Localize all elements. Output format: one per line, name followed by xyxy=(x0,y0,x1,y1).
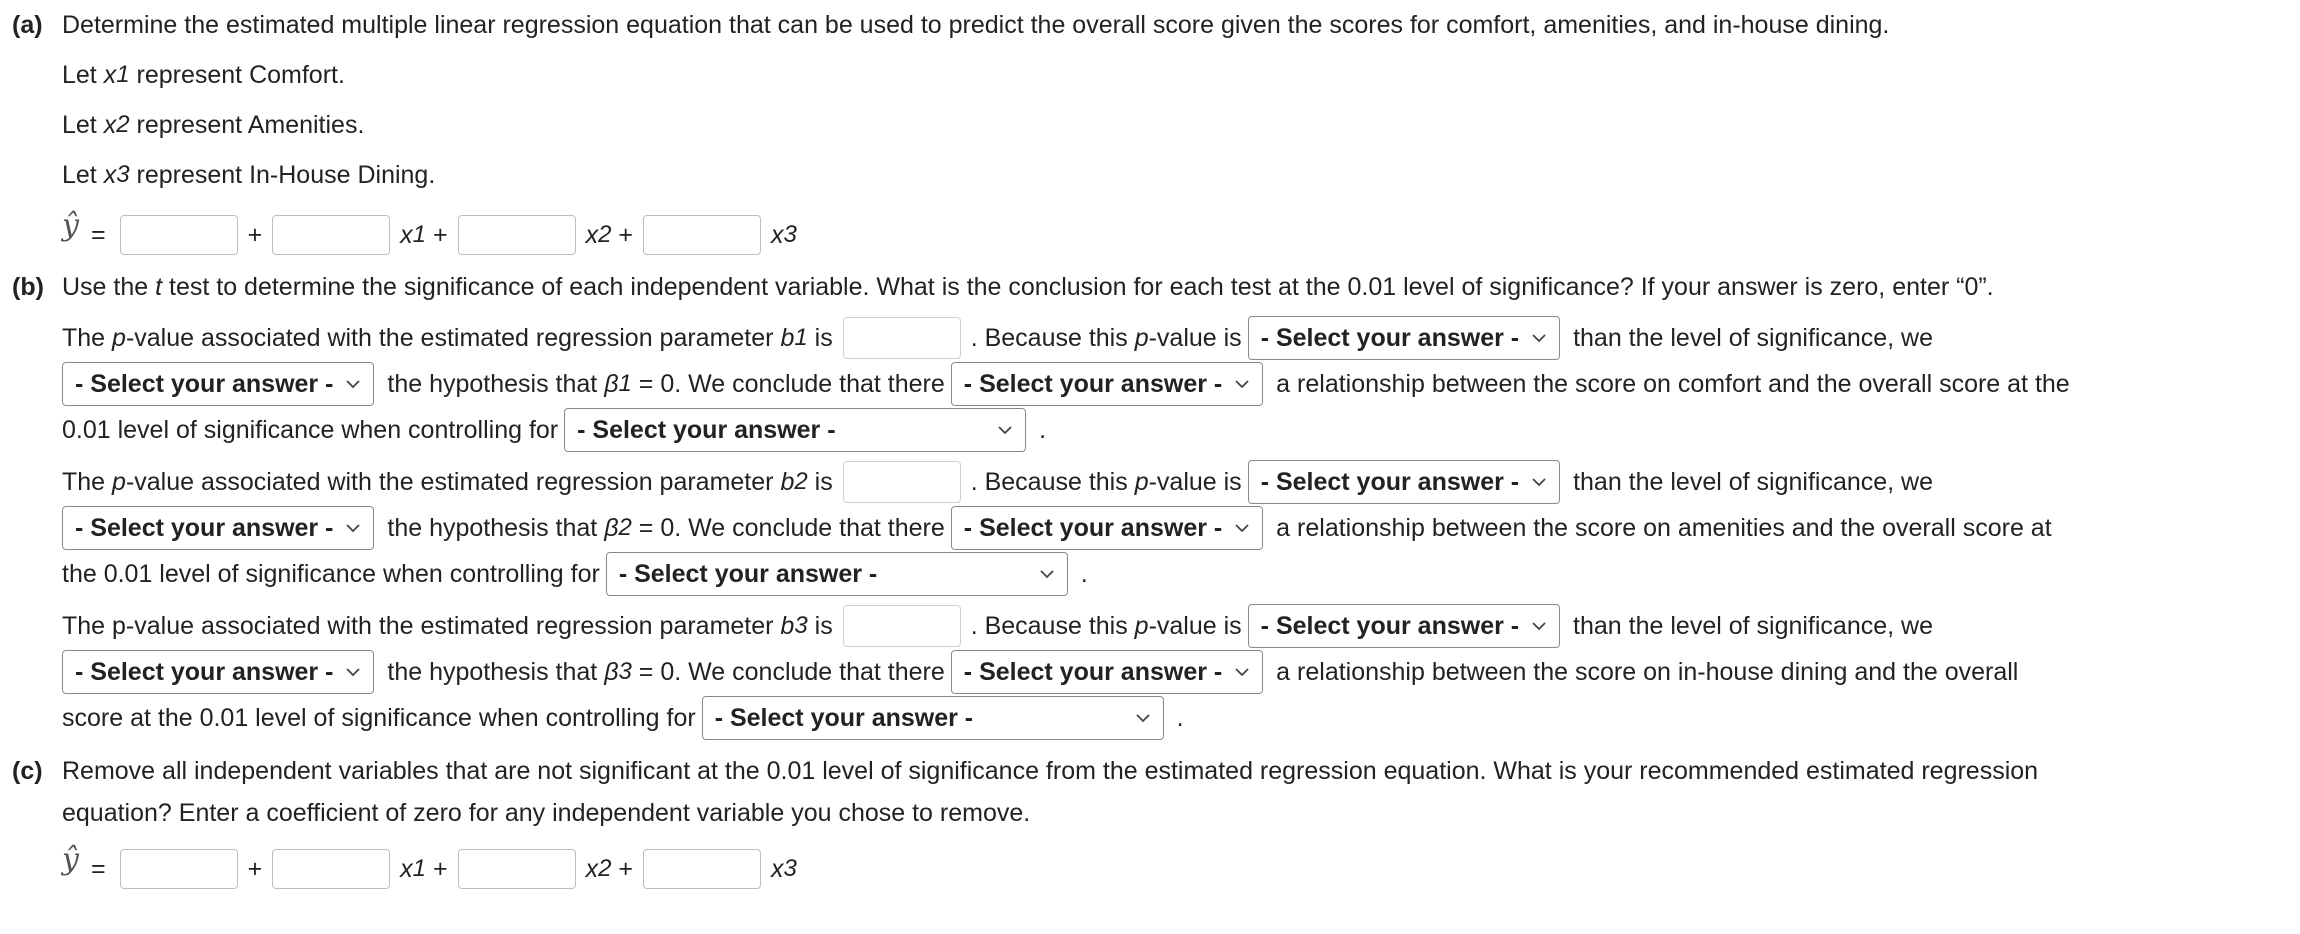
x2-var: x xyxy=(585,854,599,883)
b2-is: is xyxy=(807,467,833,496)
equals-sign: = xyxy=(90,854,106,883)
let-x3-line xyxy=(62,152,435,198)
b3-line-1 xyxy=(62,603,1933,649)
b2-beta-sub: 2 xyxy=(618,514,632,541)
chevron-down-icon xyxy=(1232,518,1252,538)
c-b3-input[interactable] xyxy=(643,849,761,889)
b2-beta: β xyxy=(604,513,619,542)
b3-b-var: b xyxy=(780,611,795,640)
select-label: - Select your answer - xyxy=(1260,467,1520,496)
chevron-down-icon xyxy=(343,662,363,682)
select-label: - Select your answer - xyxy=(75,657,334,686)
chevron-down-icon xyxy=(1529,472,1549,492)
b2-line-1 xyxy=(62,459,1933,505)
chevron-down-icon xyxy=(1232,662,1252,682)
b1-line3: 0.01 level of significance when controlling for xyxy=(62,415,559,444)
part-a-label: (a) xyxy=(12,10,43,39)
x1-var: x xyxy=(400,854,413,883)
part-a-question: Determine the estimated multiple linear regression equation that can be used to predict the overall score given the scores for comfort, amenities, and in-house dining. xyxy=(62,10,1890,39)
chevron-down-icon xyxy=(1232,374,1252,394)
b2-line-3 xyxy=(62,551,1088,597)
b2-line3: the 0.01 level of significance when controlling for xyxy=(62,559,600,588)
plus-sign: + xyxy=(611,854,633,883)
chevron-down-icon xyxy=(343,374,363,394)
b3-because-post: -value is xyxy=(1148,611,1242,640)
equals-sign: = xyxy=(90,220,106,249)
chevron-down-icon xyxy=(1529,328,1549,348)
select-label: - Select your answer - xyxy=(577,415,836,444)
x3-sub: 3 xyxy=(783,221,797,248)
plus-sign: + xyxy=(426,220,448,249)
part-a-equation xyxy=(62,207,797,258)
b3-controlling-select[interactable] xyxy=(702,696,1164,740)
b1-because-post: -value is xyxy=(1148,323,1242,352)
b3-than: than the level of significance, we xyxy=(1566,611,1933,640)
let-x2-desc: represent Amenities. xyxy=(129,110,365,139)
part-c-equation xyxy=(62,841,797,892)
part-b-question-post: test to determine the significance of each independent variable. What is the conclusion for each test at the 0.01 level of significance? If your answer is zero, enter “0”. xyxy=(162,272,1994,301)
plus-sign: + xyxy=(247,854,263,883)
let-x1-desc: represent Comfort. xyxy=(129,60,345,89)
b2-because-post: -value is xyxy=(1148,467,1242,496)
b3-pvalue-input[interactable] xyxy=(843,605,961,647)
select-label: - Select your answer - xyxy=(75,513,334,542)
b2-because: . Because this xyxy=(970,467,1135,496)
b1-comparison-select[interactable] xyxy=(1248,316,1560,360)
b3-beta-sub: 3 xyxy=(618,658,632,685)
b3-text: The p-value associated with the estimated regression parameter xyxy=(62,611,781,640)
b1-than: than the level of significance, we xyxy=(1566,323,1934,352)
b1-text-mid: -value associated with the estimated regression parameter xyxy=(125,323,781,352)
b3-line-3 xyxy=(62,695,1184,741)
b1-pvalue-input[interactable] xyxy=(843,317,961,359)
b1-line-1 xyxy=(62,315,1933,361)
c-intercept-input[interactable] xyxy=(120,849,238,889)
b3-line3: score at the 0.01 level of significance when controlling for xyxy=(62,703,696,732)
b2-than: than the level of significance, we xyxy=(1566,467,1934,496)
b2-hypothesis-select[interactable] xyxy=(62,506,374,550)
b3-hyp-post: = 0. We conclude that there xyxy=(631,657,945,686)
b2-end: . xyxy=(1073,559,1088,588)
x1-sub: 1 xyxy=(412,221,427,248)
select-label: - Select your answer - xyxy=(75,369,334,398)
select-label: - Select your answer - xyxy=(963,657,1223,686)
b1-because: . Because this xyxy=(970,323,1135,352)
b2-text-mid: -value associated with the estimated regression parameter xyxy=(125,467,781,496)
b1-because-p: p xyxy=(1134,323,1149,352)
b1-hyp-post: = 0. We conclude that there xyxy=(631,369,945,398)
let-x1-var: x xyxy=(103,60,117,89)
a-intercept-input[interactable] xyxy=(120,215,238,255)
select-label: - Select your answer - xyxy=(618,559,878,588)
c-b1-input[interactable] xyxy=(272,849,390,889)
b1-beta-sub: 1 xyxy=(618,370,632,397)
b1-is: is xyxy=(807,323,833,352)
b3-b-sub: 3 xyxy=(794,612,808,639)
b2-hyp-post: = 0. We conclude that there xyxy=(631,513,945,542)
x3-sub: 3 xyxy=(783,855,797,882)
chevron-down-icon xyxy=(343,518,363,538)
select-label: - Select your answer - xyxy=(1260,611,1520,640)
part-b-question-pre: Use the xyxy=(62,272,156,301)
b2-because-p: p xyxy=(1134,467,1149,496)
b1-hypothesis-select[interactable] xyxy=(62,362,374,406)
part-c-label: (c) xyxy=(12,756,43,785)
x3-var: x xyxy=(770,854,784,883)
a-b2-input[interactable] xyxy=(458,215,576,255)
b3-hyp-pre: the hypothesis that xyxy=(380,657,605,686)
select-label: - Select your answer - xyxy=(963,369,1223,398)
a-b1-input[interactable] xyxy=(272,215,390,255)
part-a-question-line xyxy=(0,2,1889,48)
chevron-down-icon xyxy=(1529,616,1549,636)
x1-sub: 1 xyxy=(412,855,427,882)
select-label: - Select your answer - xyxy=(1260,323,1520,352)
b3-hypothesis-select[interactable] xyxy=(62,650,374,694)
chevron-down-icon xyxy=(1133,708,1153,728)
let-x2-var: x xyxy=(103,110,117,139)
part-c-question-1: Remove all independent variables that are not significant at the 0.01 level of significance from the estimated regression equation. What is your recommended estimated regression xyxy=(62,756,2039,785)
let-x1-line xyxy=(62,52,345,98)
b3-is: is xyxy=(807,611,833,640)
y-hat-symbol: ŷ xyxy=(62,841,79,877)
x2-sub: 2 xyxy=(598,221,612,248)
let-x3-var: x xyxy=(103,160,117,189)
b1-end: . xyxy=(1032,415,1047,444)
b3-comparison-select[interactable] xyxy=(1248,604,1560,648)
b2-relationship-select[interactable] xyxy=(951,506,1263,550)
b3-end: . xyxy=(1169,703,1184,732)
plus-sign: + xyxy=(247,220,263,249)
b1-line-2 xyxy=(62,361,2070,407)
b1-text: The xyxy=(62,323,113,352)
b2-b-var: b xyxy=(780,467,795,496)
b1-beta: β xyxy=(604,369,619,398)
b2-pvalue-input[interactable] xyxy=(843,461,961,503)
b1-hyp-pre: the hypothesis that xyxy=(380,369,605,398)
b3-because: . Because this xyxy=(970,611,1135,640)
b3-beta: β xyxy=(604,657,619,686)
b2-b-sub: 2 xyxy=(794,468,808,495)
b3-relationship-select[interactable] xyxy=(951,650,1263,694)
part-b-question-line xyxy=(0,264,1994,310)
let-text: Let xyxy=(62,160,104,189)
b2-controlling-select[interactable] xyxy=(606,552,1068,596)
b1-b-var: b xyxy=(780,323,795,352)
b1-p: p xyxy=(112,323,126,352)
let-x3-desc: represent In-House Dining. xyxy=(129,160,436,189)
c-b2-input[interactable] xyxy=(458,849,576,889)
let-text: Let xyxy=(62,110,104,139)
let-x2-line xyxy=(62,102,364,148)
chevron-down-icon xyxy=(995,420,1015,440)
b1-line-3 xyxy=(62,407,1046,453)
select-label: - Select your answer - xyxy=(714,703,974,732)
b1-controlling-select[interactable] xyxy=(564,408,1026,452)
plus-sign: + xyxy=(426,854,448,883)
b2-p: p xyxy=(112,467,126,496)
part-c-question-2: equation? Enter a coefficient of zero for any independent variable you chose to remove. xyxy=(62,798,1031,827)
part-b-label: (b) xyxy=(12,272,44,301)
plus-sign: + xyxy=(611,220,633,249)
let-text: Let xyxy=(62,60,104,89)
b2-rel: a relationship between the score on amenities and the overall score at xyxy=(1269,513,2052,542)
x2-var: x xyxy=(585,220,599,249)
a-b3-input[interactable] xyxy=(643,215,761,255)
let-x3-sub: 3 xyxy=(116,161,130,188)
part-c-question-line-2 xyxy=(62,790,1030,836)
b2-comparison-select[interactable] xyxy=(1248,460,1560,504)
x3-var: x xyxy=(770,220,784,249)
part-c-question-line-1 xyxy=(0,748,2038,794)
b1-relationship-select[interactable] xyxy=(951,362,1263,406)
b3-rel: a relationship between the score on in-house dining and the overall xyxy=(1269,657,2019,686)
b2-line-2 xyxy=(62,505,2052,551)
b1-rel: a relationship between the score on comfort and the overall score at the xyxy=(1269,369,2070,398)
select-label: - Select your answer - xyxy=(963,513,1223,542)
b1-b-sub: 1 xyxy=(794,324,808,351)
b2-hyp-pre: the hypothesis that xyxy=(380,513,605,542)
y-hat-symbol: ŷ xyxy=(62,207,79,243)
b3-because-p: p xyxy=(1134,611,1149,640)
let-x2-sub: 2 xyxy=(116,111,130,138)
x1-var: x xyxy=(400,220,413,249)
chevron-down-icon xyxy=(1037,564,1057,584)
b2-text: The xyxy=(62,467,113,496)
part-b-question-t: t xyxy=(155,272,163,301)
let-x1-sub: 1 xyxy=(116,61,130,88)
x2-sub: 2 xyxy=(598,855,612,882)
b3-line-2 xyxy=(62,649,2018,695)
